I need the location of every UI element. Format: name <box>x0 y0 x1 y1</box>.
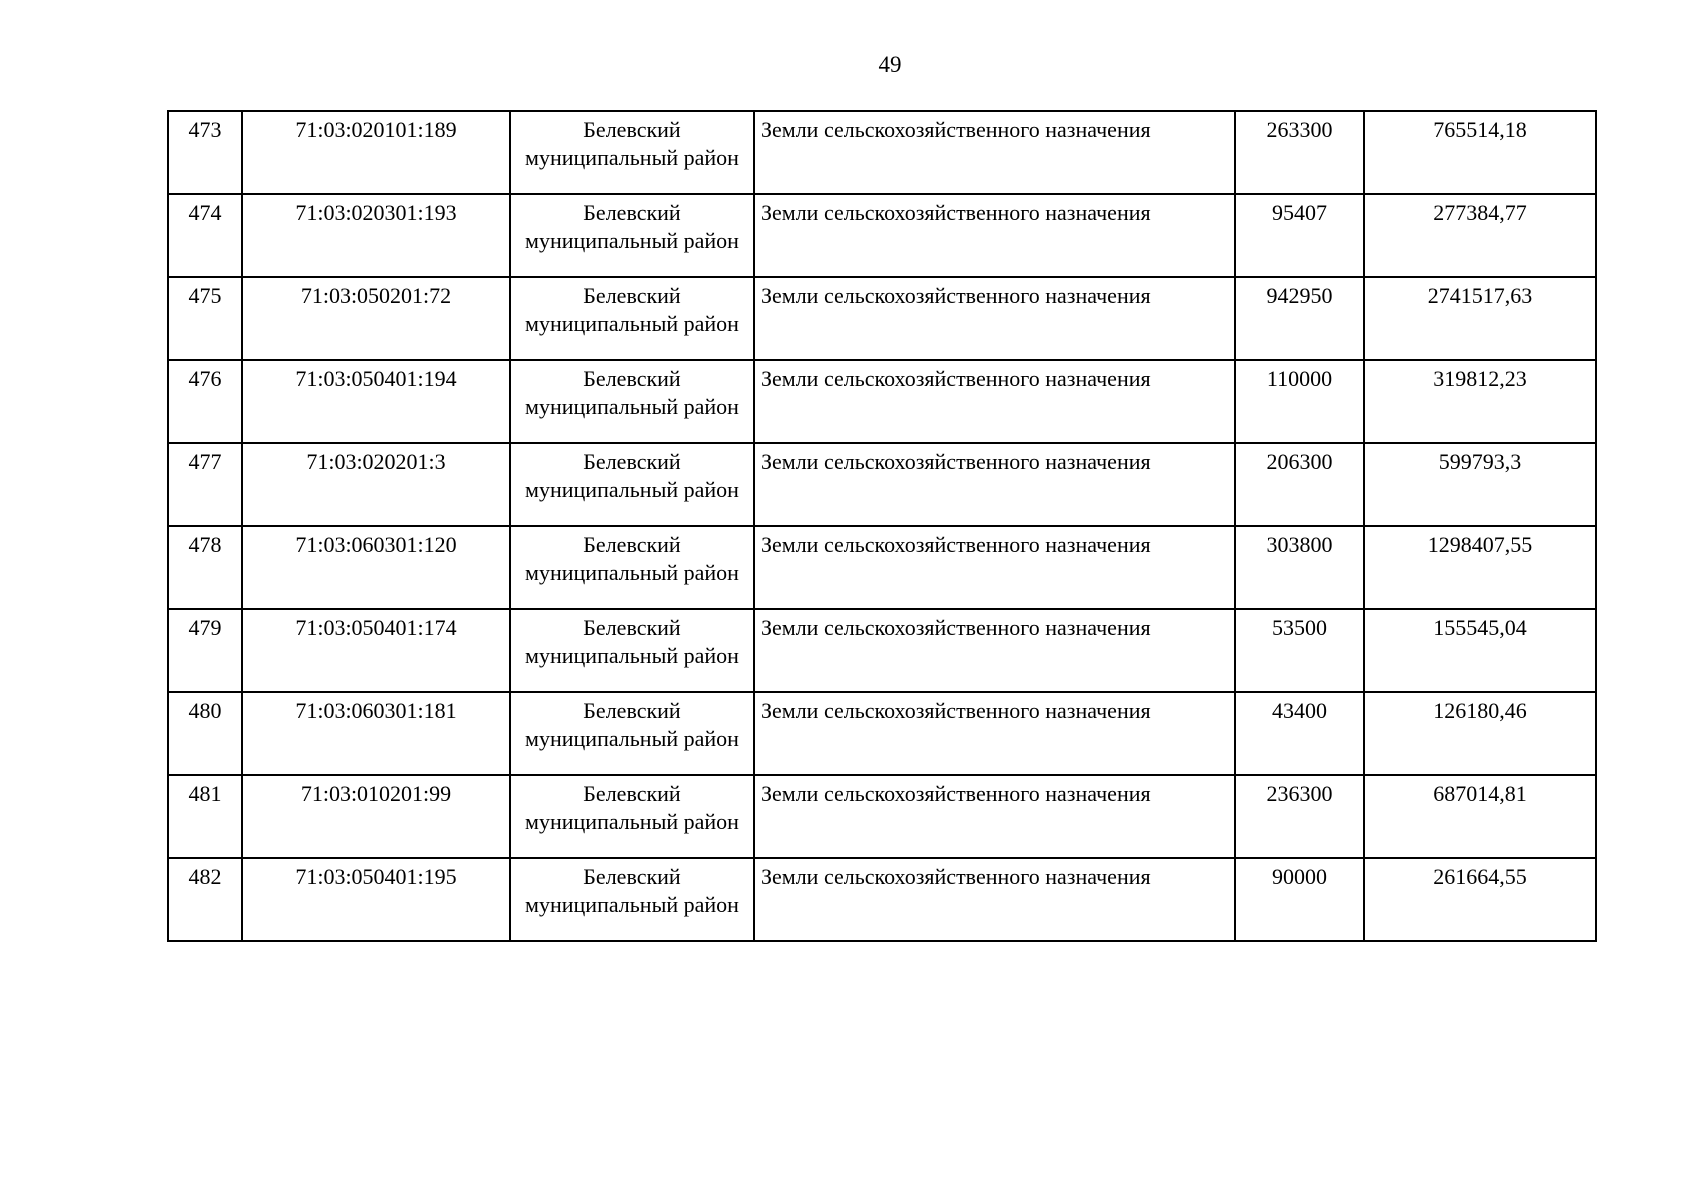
cadastral-value-cell: 1298407,55 <box>1364 526 1596 609</box>
area-cell: 95407 <box>1235 194 1364 277</box>
table-row <box>168 277 1596 360</box>
area-cell: 206300 <box>1235 443 1364 526</box>
municipality-cell: Белевский муниципальный район <box>510 609 754 692</box>
cadastral-number-cell: 71:03:010201:99 <box>242 775 510 858</box>
area-cell: 43400 <box>1235 692 1364 775</box>
land-category-cell: Земли сельскохозяйственного назначения <box>754 360 1235 443</box>
row-number-cell: 473 <box>168 111 242 194</box>
table-row <box>168 858 1596 941</box>
area-cell: 942950 <box>1235 277 1364 360</box>
land-plots-table <box>167 110 1597 942</box>
cadastral-value-cell: 687014,81 <box>1364 775 1596 858</box>
cadastral-number-cell: 71:03:050401:195 <box>242 858 510 941</box>
cadastral-number-cell: 71:03:060301:120 <box>242 526 510 609</box>
page-number: 49 <box>878 52 902 77</box>
row-number-cell: 480 <box>168 692 242 775</box>
land-category-cell: Земли сельскохозяйственного назначения <box>754 194 1235 277</box>
cadastral-number-cell: 71:03:050401:174 <box>242 609 510 692</box>
area-cell: 90000 <box>1235 858 1364 941</box>
cadastral-number-cell: 71:03:020201:3 <box>242 443 510 526</box>
row-number-cell: 482 <box>168 858 242 941</box>
municipality-cell: Белевский муниципальный район <box>510 277 754 360</box>
area-cell: 53500 <box>1235 609 1364 692</box>
row-number-cell: 478 <box>168 526 242 609</box>
row-number-cell: 474 <box>168 194 242 277</box>
table-row <box>168 609 1596 692</box>
cadastral-value-cell: 126180,46 <box>1364 692 1596 775</box>
cadastral-value-cell: 599793,3 <box>1364 443 1596 526</box>
municipality-cell: Белевский муниципальный район <box>510 111 754 194</box>
table-row <box>168 692 1596 775</box>
cadastral-number-cell: 71:03:020301:193 <box>242 194 510 277</box>
table-row <box>168 194 1596 277</box>
land-category-cell: Земли сельскохозяйственного назначения <box>754 443 1235 526</box>
table-row <box>168 360 1596 443</box>
area-cell: 110000 <box>1235 360 1364 443</box>
table-row <box>168 443 1596 526</box>
municipality-cell: Белевский муниципальный район <box>510 692 754 775</box>
land-category-cell: Земли сельскохозяйственного назначения <box>754 111 1235 194</box>
municipality-cell: Белевский муниципальный район <box>510 360 754 443</box>
row-number-cell: 476 <box>168 360 242 443</box>
municipality-cell: Белевский муниципальный район <box>510 526 754 609</box>
cadastral-value-cell: 2741517,63 <box>1364 277 1596 360</box>
municipality-cell: Белевский муниципальный район <box>510 194 754 277</box>
land-category-cell: Земли сельскохозяйственного назначения <box>754 858 1235 941</box>
cadastral-value-cell: 765514,18 <box>1364 111 1596 194</box>
cadastral-value-cell: 277384,77 <box>1364 194 1596 277</box>
cadastral-number-cell: 71:03:020101:189 <box>242 111 510 194</box>
land-category-cell: Земли сельскохозяйственного назначения <box>754 526 1235 609</box>
municipality-cell: Белевский муниципальный район <box>510 775 754 858</box>
table-row <box>168 775 1596 858</box>
land-category-cell: Земли сельскохозяйственного назначения <box>754 775 1235 858</box>
cadastral-number-cell: 71:03:060301:181 <box>242 692 510 775</box>
municipality-cell: Белевский муниципальный район <box>510 858 754 941</box>
row-number-cell: 481 <box>168 775 242 858</box>
table-row <box>168 111 1596 194</box>
area-cell: 236300 <box>1235 775 1364 858</box>
row-number-cell: 475 <box>168 277 242 360</box>
land-category-cell: Земли сельскохозяйственного назначения <box>754 277 1235 360</box>
area-cell: 303800 <box>1235 526 1364 609</box>
table-row <box>168 526 1596 609</box>
land-category-cell: Земли сельскохозяйственного назначения <box>754 609 1235 692</box>
municipality-cell: Белевский муниципальный район <box>510 443 754 526</box>
cadastral-value-cell: 319812,23 <box>1364 360 1596 443</box>
cadastral-number-cell: 71:03:050401:194 <box>242 360 510 443</box>
cadastral-value-cell: 261664,55 <box>1364 858 1596 941</box>
area-cell: 263300 <box>1235 111 1364 194</box>
row-number-cell: 477 <box>168 443 242 526</box>
cadastral-value-cell: 155545,04 <box>1364 609 1596 692</box>
row-number-cell: 479 <box>168 609 242 692</box>
land-category-cell: Земли сельскохозяйственного назначения <box>754 692 1235 775</box>
cadastral-number-cell: 71:03:050201:72 <box>242 277 510 360</box>
